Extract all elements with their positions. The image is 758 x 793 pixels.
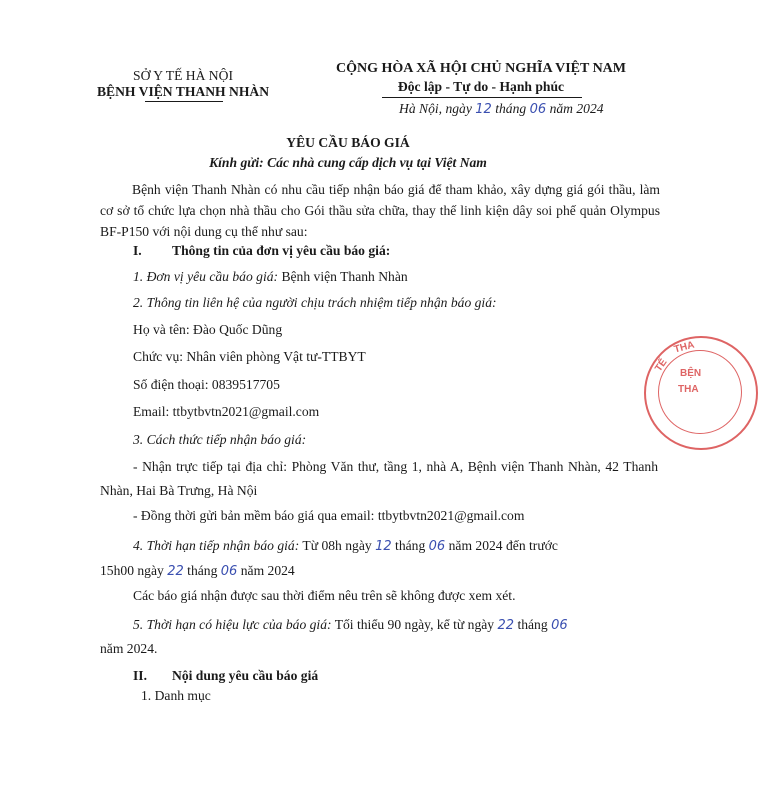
item4-line2	[100, 563, 295, 579]
org-name-text: BỆNH VIỆN THANH NHÀN	[96, 84, 270, 99]
item4-month-label1: tháng	[395, 538, 426, 553]
contact-email: Email: ttbytbvtn2021@gmail.com	[133, 404, 320, 419]
recipient-line: Kính gửi: Các nhà cung cấp dịch vụ tại Việt Nam	[209, 155, 487, 170]
direct-receive: - Nhận trực tiếp tại địa chỉ: Phòng Văn thư, tầng 1, nhà A, Bệnh viện Thanh Nhàn, 42 Thanh Nhàn, Hai Bà Trưng, Hà Nội	[100, 459, 658, 498]
contact-position: Chức vụ: Nhân viên phòng Vật tư-TTBYT	[133, 349, 366, 364]
item1-value: Bệnh viện Thanh Nhàn	[281, 269, 408, 284]
section2-title: Nội dung yêu cầu báo giá	[172, 668, 319, 683]
seal-inner-ring	[658, 350, 742, 434]
nation-title: CỘNG HÒA XÃ HỘI CHỦ NGHĨA VIỆT NAM	[335, 61, 626, 76]
item5-month-handwritten: 06	[551, 618, 568, 633]
item5-year: năm 2024.	[100, 641, 158, 656]
item1-line	[133, 269, 408, 285]
item4-month-label2: tháng	[187, 563, 218, 578]
item4-label: 4. Thời hạn tiếp nhận báo giá:	[133, 538, 300, 553]
intro-paragraph: Bệnh viện Thanh Nhàn có nhu cầu tiếp nhận báo giá để tham khảo, xây dựng giá gói thầu, làm cơ sở tổ chức lựa chọn nhà thầu cho Gói thầu sửa chữa, thay thế linh kiện dây soi phế quản Olympus BF-P150 với nội dung cụ thể như sau:	[100, 182, 660, 239]
red-seal-stamp	[644, 336, 758, 450]
item4-year2: năm 2024	[240, 563, 295, 578]
email-receive: - Đồng thời gửi bản mềm báo giá qua email: ttbytbvtn2021@gmail.com	[133, 508, 525, 523]
item4-deadline-time: 15h00 ngày	[100, 563, 164, 578]
seal-text-side: TẾ	[653, 357, 670, 374]
section1-number: I.	[133, 243, 142, 258]
item4-month2-handwritten: 06	[220, 564, 238, 579]
item3-label: 3. Cách thức tiếp nhận báo giá:	[133, 432, 307, 447]
document-title: YÊU CẦU BÁO GIÁ	[286, 135, 410, 150]
date-month-label: tháng	[495, 101, 527, 116]
date-day-handwritten: 12	[475, 102, 492, 117]
item5-day-handwritten: 22	[497, 618, 515, 633]
item2-label: 2. Thông tin liên hệ của người chịu trách nhiệm tiếp nhận báo giá:	[133, 295, 497, 310]
date-month-handwritten: 06	[529, 102, 547, 117]
item5-month-label: tháng	[517, 617, 548, 632]
date-prefix: Hà Nội, ngày	[399, 101, 472, 116]
motto-underline	[382, 97, 582, 98]
late-note: Các báo giá nhận được sau thời điểm nêu trên sẽ không được xem xét.	[133, 588, 516, 603]
seal-text-mid: BỆN	[680, 368, 702, 379]
date-year: năm 2024	[549, 101, 604, 116]
seal-text-top: THA	[672, 339, 696, 356]
document-date	[399, 101, 604, 117]
contact-phone: Số điện thoại: 0839517705	[133, 377, 280, 392]
item4-year-until: năm 2024 đến trước	[448, 538, 558, 553]
org-name	[74, 84, 292, 100]
item4-from: Từ 08h ngày	[302, 538, 372, 553]
item4-month1-handwritten: 06	[428, 539, 446, 554]
seal-text-bottom: THA	[678, 384, 699, 395]
item4-day2-handwritten: 22	[167, 564, 184, 579]
item5-line	[133, 617, 568, 633]
section2-number: II.	[133, 668, 147, 683]
section2-item1: 1. Danh mục	[141, 688, 211, 703]
item4-line1	[133, 538, 558, 554]
item4-day1-handwritten: 12	[375, 539, 392, 554]
item5-min: Tối thiểu 90 ngày, kể từ ngày	[334, 617, 495, 632]
item5-label: 5. Thời hạn có hiệu lực của báo giá:	[133, 617, 332, 632]
org-underline	[145, 101, 223, 102]
contact-name: Họ và tên: Đào Quốc Dũng	[133, 322, 283, 337]
item1-label: 1. Đơn vị yêu cầu báo giá:	[133, 269, 279, 284]
org-parent: SỞ Y TẾ HÀ NỘI	[133, 68, 233, 83]
section1-title: Thông tin của đơn vị yêu cầu báo giá:	[172, 243, 391, 258]
motto: Độc lập - Tự do - Hạnh phúc	[397, 79, 565, 94]
